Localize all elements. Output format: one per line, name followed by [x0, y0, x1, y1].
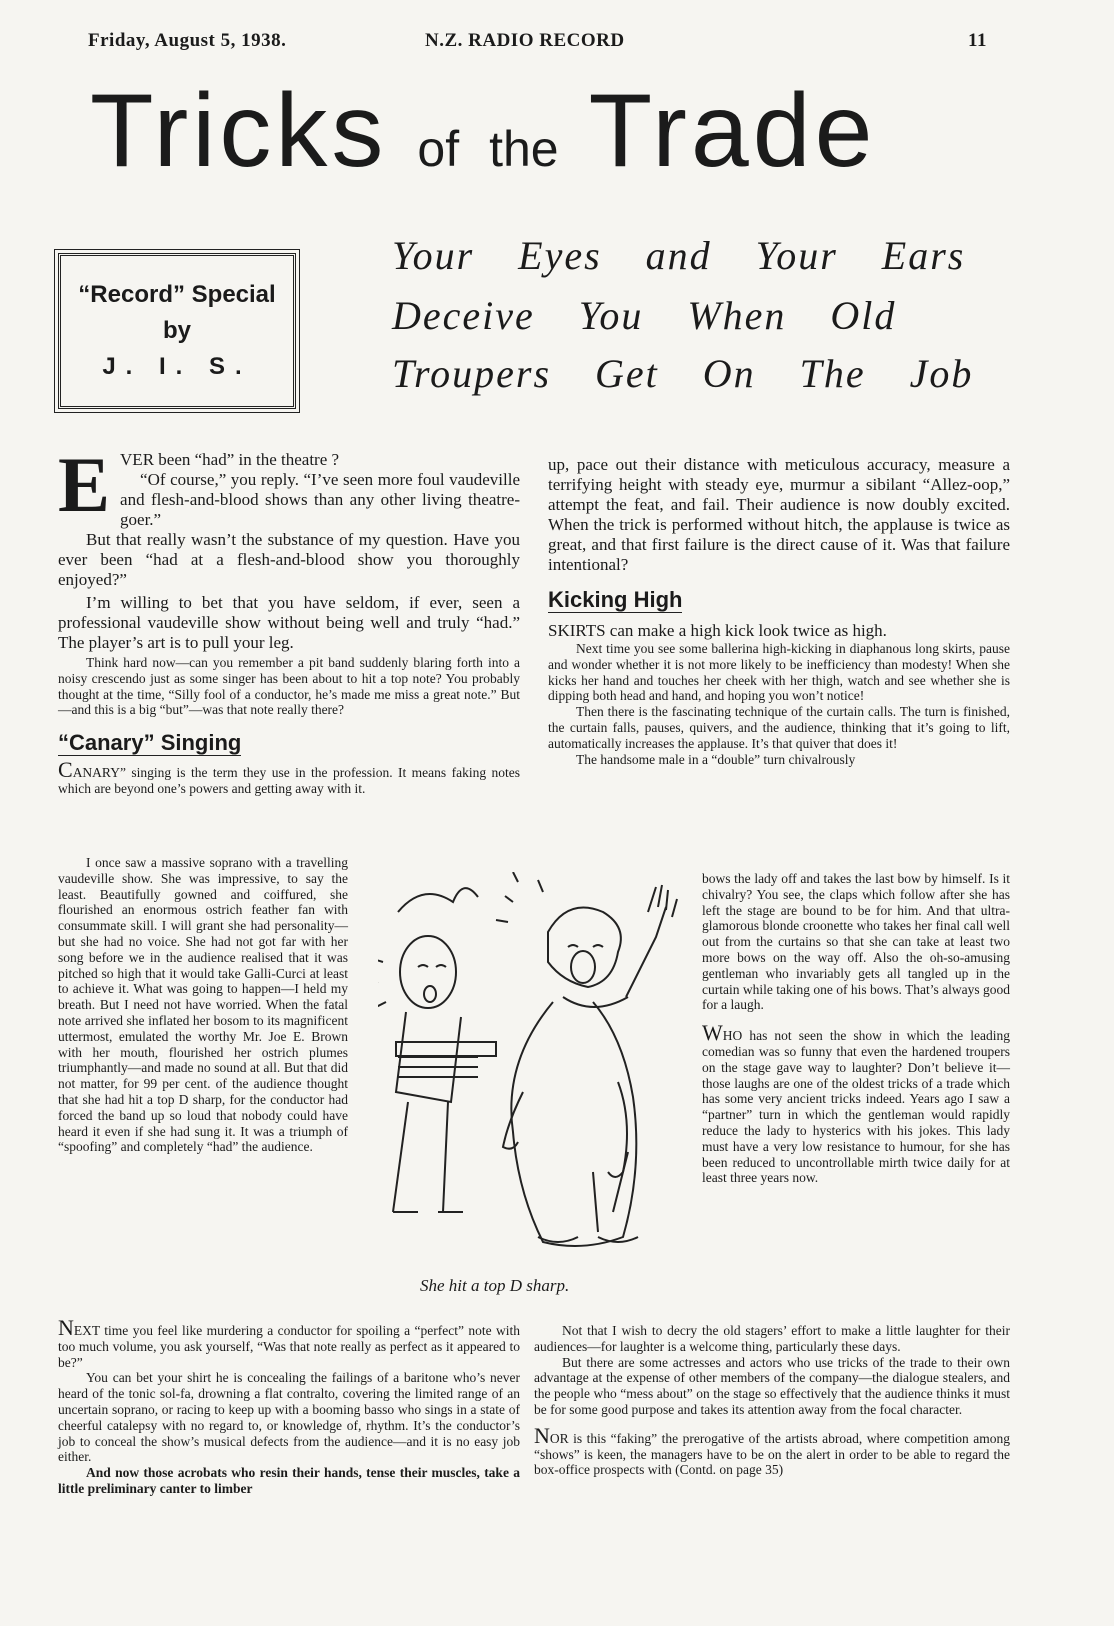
byline-by: by: [162, 317, 191, 344]
next-paragraph-2: You can bet your shirt he is concealing the failings of a baritone who’s never heard of the tonic sol-fa, drowning a flat contralto, covering the limited range of an uncertain soprano, or racing to keep up with a booming basso who sings in a state of cheerful catalepsy with no regard to, or knowledge of, rhythm. It’s the conductor’s job to conceal the show’s musical defects from the audience—and it is no easy job either.: [58, 1370, 520, 1465]
title-word-the: the: [489, 121, 559, 177]
nor-cap: N: [534, 1422, 550, 1448]
who-cap: W: [702, 1020, 723, 1046]
intro-paragraph-4: Think hard now—can you remember a pit band suddenly blaring forth into a noisy crescendo just as some singer has been about to hit a top note? You probably thought at the time, “Silly fool of a conductor, he’s made me miss a great note.” But—and this is a big “but”—was that note really there?: [58, 655, 520, 718]
subtitle-line-1: Your Eyes and Your Ears: [392, 233, 966, 278]
skirts-lead: SKIRTS can make a high kick look twice as high.: [548, 621, 887, 640]
column-left-lower: [58, 1315, 520, 1497]
intro-paragraph-2: But that really wasn’t the substance of my question. Have you ever been “had at a flesh-and-blood show you thoroughly enjoyed?”: [58, 530, 520, 589]
canary-heading-text: “Canary” Singing: [58, 730, 242, 756]
section-heading-kicking: [548, 587, 1010, 613]
column-left-upper: [58, 441, 520, 797]
byline-author: J. I. S.: [102, 353, 252, 380]
who-paragraph: HO has not seen the show in which the leading comedian was so funny that even the hardened troupers on the stage gave way to laughter? Don’t believe it—those laughs are one of the oldest tricks of a trade which has some very ancient tricks indeed. Years ago I saw a “partner” turn in which the gentleman would rapidly reduce the lady to hysterics with his jokes. This lady must have a very low resistance to humour, for she has been reduced to uncontrollable mirth twice daily for at least three years now.: [702, 1028, 1010, 1186]
byline-box: [58, 253, 296, 409]
next-paragraph-1: EXT time you feel like murdering a conductor for spoiling a “perfect” note with too much volume, you ask yourself, “Was that note really as perfect as it appeared to be?”: [58, 1323, 520, 1370]
publication-name: N.Z. RADIO RECORD: [425, 30, 625, 51]
nor-paragraph: OR is this “faking” the prerogative of the artists abroad, where competition among “shows” is keen, the managers have to be on the alert in order to be able to regard the box-office prospects with (Contd. on page 35): [534, 1430, 1010, 1478]
column-right-upper: [548, 455, 1010, 767]
intro-paragraph-3: I’m willing to bet that you have seldom, if ever, seen a professional vaudeville show without being well and truly “had.” The player’s art is to pull your leg.: [58, 593, 520, 652]
issue-date: Friday, August 5, 1938.: [88, 30, 287, 51]
page-number: 11: [968, 30, 987, 51]
subtitle-line-2: Deceive You When Old: [392, 293, 897, 338]
column-right-narrow: [702, 871, 1010, 1186]
dropcap: E: [58, 441, 111, 528]
continued-paragraph: up, pace out their distance with meticulous accuracy, measure a terrifying height with steady eye, murmur a sibilant “Allez-oop,” attempt the feat, and fail. Their audience is now doubly excited. When the trick is performed without hitch, the applause is twice as great, and that first failure is the direct cause of it. Was that failure intentional?: [548, 455, 1010, 574]
page-title: [90, 72, 1050, 192]
canary-paragraph-1: ANARY” singing is the term they use in the profession. It means faking notes which are beyond one’s powers and getting away with it.: [58, 765, 520, 796]
cartoon-illustration: [378, 872, 680, 1270]
double-turn-paragraph: bows the lady off and takes the last bow by himself. Is it chivalry? You see, the claps which follow after she has left the stage are bound to be for him. And that ultra-glamorous blonde croonette who takes her final call well out from the curtains so that she can take at least two more bows on the way off. Also the oh-so-amusing gentleman who invariably gets all tangled up in the curtain while taking one of his bows. That’s always good for a laugh.: [702, 871, 1010, 1013]
kicking-heading-text: Kicking High: [548, 587, 683, 612]
column-right-lower: [534, 1323, 1010, 1478]
not-that-paragraph: Not that I wish to decry the old stagers’ effort to make a little laughter for their audiences—for laughter is a welcome thing, particularly these days.: [534, 1323, 1010, 1354]
title-word-tricks: Tricks: [90, 73, 388, 189]
next-cap: N: [58, 1315, 74, 1340]
title-word-trade: Trade: [588, 73, 877, 189]
section-heading-canary: [58, 730, 520, 756]
skirts-paragraph-3: Then there is the fascinating technique of the curtain calls. The turn is finished, the curtain falls, pauses, quivers, and the audience, thinking that it’s going to lift, automatically increases the applause. It’s that quiver that does it!: [548, 704, 1010, 751]
intro-first-line: VER been “had” in the theatre ?: [120, 450, 340, 469]
skirts-paragraph-2: Next time you see some ballerina high-kicking in diaphanous long skirts, pause and wonder whether it is not more likely to be inefficiency than modesty! When she kicks her hand and touches her cheek with her thigh, watch and see whether she is dipping both head and hand, and hoping you won’t notice!: [548, 641, 1010, 704]
title-word-of: of: [417, 121, 460, 177]
canary-paragraph-2: I once saw a massive soprano with a travelling vaudeville show. She was impressive, to say the least. Beautifully gowned and coiffured, she flourished an enormous ostrich feather fan with consummate skill. I will grant she had personality—but she had no voice. She had not got far with her song before we in the audience realised that it was pitched so high that it would take Galli-Curci at least to achieve it. What was going to happen—I held my breath. But I need not have worried. When the fatal note arrived she inflated her bosom to its magnificent uttermost, emulated the worthy Mr. Joe E. Brown with her mouth, flourished her ostrich plumes triumphantly—and made no sound at all. But that did not matter, for 99 per cent. of the audience thought that she had hit a top D sharp, for the conductor had forced the band up so loud that nobody could have heard it even if she had sung it. It was a triumph of “spoofing” and completely “had” the audience.: [58, 855, 348, 1155]
illustration-caption: She hit a top D sharp.: [420, 1276, 570, 1295]
column-left-narrow: [58, 855, 348, 1155]
double-turn-lead: The handsome male in a “double” turn chivalrously: [576, 751, 856, 767]
intro-quote: “Of course,” you reply. “I’ve seen more foul vaudeville and flesh-and-blood shows than any other living theatre-goer.”: [120, 470, 520, 529]
subtitle-line-3: Troupers Get On The Job: [392, 351, 974, 396]
next-paragraph-3: And now those acrobats who resin their hands, tense their muscles, take a little preliminary canter to limber: [58, 1465, 520, 1496]
byline-special: “Record” Special: [78, 281, 276, 308]
canary-cap: C: [58, 757, 73, 783]
but-there-paragraph: But there are some actresses and actors who use tricks of the trade to their own advantage at the expense of other members of the company—the dialogue stealers, and the people who “mess about” on the stage so effectively that the audience thinks it must be for some good purpose and takes its attention away from the focal character.: [534, 1354, 1010, 1417]
